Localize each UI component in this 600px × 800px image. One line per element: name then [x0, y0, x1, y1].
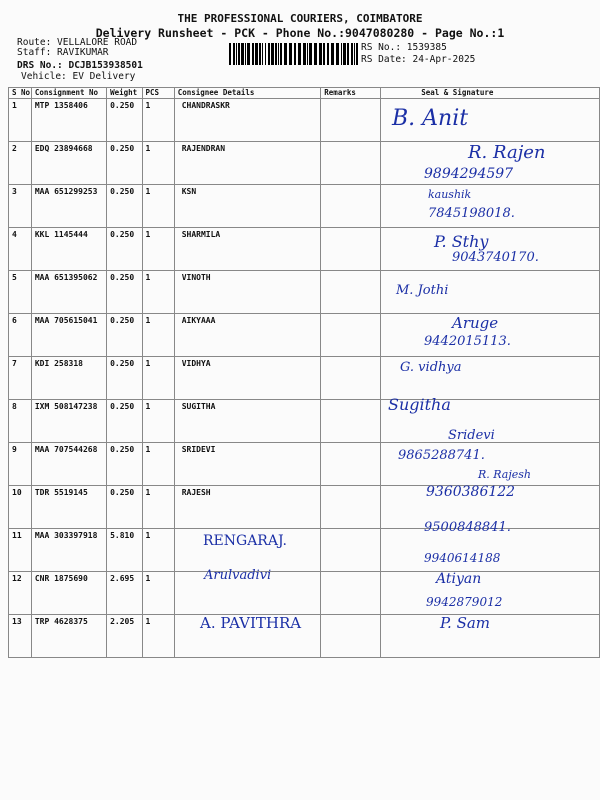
cell-pcs: 1 [142, 185, 174, 228]
cell-remarks [321, 271, 381, 314]
cell-pcs: 1 [142, 228, 174, 271]
cell-weight: 0.250 [107, 400, 142, 443]
cell-consignment: TDR 5519145 [31, 486, 106, 529]
barcode-bar [262, 43, 263, 65]
barcode [229, 43, 359, 65]
barcode-bar [241, 43, 244, 65]
cell-remarks [321, 615, 381, 658]
signature-13b: P. Sam [440, 614, 491, 632]
cell-remarks [321, 185, 381, 228]
barcode-bar [354, 43, 355, 65]
phone-note-6: 9442015113. [424, 334, 511, 349]
phone-note-13: 9942879012 [426, 595, 503, 609]
signature-8: Sugitha [388, 395, 451, 414]
table-row [9, 357, 600, 400]
cell-consignment: KDI 258318 [31, 357, 106, 400]
signature-11: RENGARAJ. [203, 533, 287, 549]
barcode-bar [314, 43, 317, 65]
cell-weight: 0.250 [107, 99, 142, 142]
cell-sno: 12 [9, 572, 32, 615]
barcode-bar [259, 43, 261, 65]
cell-consignee: CHANDRASKR [174, 99, 321, 142]
cell-consignment: KKL 1145444 [31, 228, 106, 271]
barcode-bar [245, 43, 246, 65]
cell-weight: 0.250 [107, 228, 142, 271]
table-row [9, 314, 600, 357]
phone-note-4: 9043740170. [452, 250, 539, 265]
cell-remarks [321, 99, 381, 142]
company-name: THE PROFESSIONAL COURIERS, COIMBATORE [177, 12, 423, 25]
cell-consignee: SUGITHA [174, 400, 321, 443]
barcode-bar [341, 43, 342, 65]
barcode-bar [255, 43, 258, 65]
cell-consignment: MAA 707544268 [31, 443, 106, 486]
cell-pcs: 1 [142, 443, 174, 486]
table-row [9, 572, 600, 615]
table-row [9, 271, 600, 314]
cell-consignment: IXM 508147238 [31, 400, 106, 443]
barcode-bar [233, 43, 235, 65]
cell-sno: 8 [9, 400, 32, 443]
barcode-bar [229, 43, 231, 65]
rs-date: RS Date: 24-Apr-2025 [361, 54, 476, 65]
cell-sno: 10 [9, 486, 32, 529]
table-row [9, 99, 600, 142]
signature-10: R. Rajesh [478, 468, 532, 481]
phone-note-10: 9360386122 [426, 484, 516, 500]
cell-sno: 13 [9, 615, 32, 658]
cell-pcs: 1 [142, 314, 174, 357]
barcode-bar [268, 43, 270, 65]
cell-remarks [321, 486, 381, 529]
barcode-bar [289, 43, 292, 65]
barcode-bar [284, 43, 287, 65]
barcode-bar [271, 43, 274, 65]
table-row [9, 615, 600, 658]
barcode-bar [247, 43, 250, 65]
cell-weight: 0.250 [107, 443, 142, 486]
phone-note-9: 9865288741. [398, 448, 485, 463]
cell-remarks [321, 357, 381, 400]
cell-consignee: KSN [174, 185, 321, 228]
cell-weight: 2.695 [107, 572, 142, 615]
drs-number: DRS No.: DCJB153938501 [17, 60, 143, 71]
barcode-bar [294, 43, 296, 65]
cell-consignee: AIKYAAA [174, 314, 321, 357]
cell-consignee: VIDHYA [174, 357, 321, 400]
barcode-bar [307, 43, 308, 65]
cell-weight: 0.250 [107, 185, 142, 228]
cell-sno: 7 [9, 357, 32, 400]
table-row [9, 529, 600, 572]
cell-remarks [321, 529, 381, 572]
cell-consignment: TRP 4628375 [31, 615, 106, 658]
staff-label: Staff: RAVIKUMAR [17, 47, 109, 58]
signature-3: kaushik [428, 188, 472, 201]
cell-consignment: MAA 651395062 [31, 271, 106, 314]
cell-weight: 0.250 [107, 357, 142, 400]
table-header [9, 88, 600, 99]
cell-pcs: 1 [142, 400, 174, 443]
cell-remarks [321, 400, 381, 443]
barcode-bar [252, 43, 254, 65]
cell-remarks [321, 443, 381, 486]
cell-sno: 9 [9, 443, 32, 486]
cell-sno: 5 [9, 271, 32, 314]
phone-note-3: 7845198018. [428, 206, 515, 221]
barcode-bar [336, 43, 339, 65]
cell-pcs: 1 [142, 529, 174, 572]
barcode-bar [331, 43, 334, 65]
cell-sno: 3 [9, 185, 32, 228]
signature-6: Aruge [452, 314, 499, 332]
signature-12: Arulvadivi [204, 568, 272, 583]
cell-weight: 0.250 [107, 486, 142, 529]
cell-weight: 5.810 [107, 529, 142, 572]
signature-5: M. Jothi [396, 283, 449, 298]
barcode-bar [238, 43, 240, 65]
cell-remarks [321, 314, 381, 357]
rs-number: RS No.: 1539385 [361, 42, 447, 53]
signature-13: A. PAVITHRA [200, 614, 302, 632]
cell-consignment: MTP 1358406 [31, 99, 106, 142]
col-pcs: PCS [142, 88, 174, 99]
barcode-bar [319, 43, 322, 65]
runsheet-title: Delivery Runsheet - PCK - Phone No.:9047080280 - Page No.:1 [95, 26, 505, 40]
barcode-bar [280, 43, 282, 65]
signature-7: G. vidhya [400, 360, 462, 375]
barcode-bar [343, 43, 346, 65]
barcode-bar [275, 43, 277, 65]
barcode-bar [309, 43, 312, 65]
phone-note-11: 9500848841. [424, 520, 511, 535]
col-signature: Seal & Signature [381, 88, 600, 99]
cell-consignee: SHARMILA [174, 228, 321, 271]
phone-note-2: 9894294597 [424, 166, 514, 182]
barcode-bar [278, 43, 279, 65]
cell-sno: 6 [9, 314, 32, 357]
cell-sno: 4 [9, 228, 32, 271]
col-sno: S No [9, 88, 32, 99]
vehicle-label: Vehicle: EV Delivery [21, 71, 136, 82]
cell-weight: 0.250 [107, 314, 142, 357]
barcode-bar [327, 43, 329, 65]
barcode-bar [265, 43, 266, 65]
cell-pcs: 1 [142, 572, 174, 615]
signature-4: P. Sthy [434, 232, 489, 251]
phone-note-12: 9940614188 [424, 551, 501, 565]
col-weight: Weight [107, 88, 142, 99]
cell-weight: 0.250 [107, 271, 142, 314]
cell-pcs: 1 [142, 486, 174, 529]
col-consignee: Consignee Details [174, 88, 321, 99]
barcode-bar [323, 43, 325, 65]
cell-sno: 2 [9, 142, 32, 185]
cell-remarks [321, 572, 381, 615]
signature-2: R. Rajen [468, 142, 546, 163]
cell-remarks [321, 228, 381, 271]
cell-consignee: RAJENDRAN [174, 142, 321, 185]
cell-consignment: MAA 303397918 [31, 529, 106, 572]
route-label: Route: VELLALORE ROAD [17, 37, 138, 48]
cell-pcs: 1 [142, 99, 174, 142]
cell-consignee: VINOTH [174, 271, 321, 314]
cell-pcs: 1 [142, 271, 174, 314]
barcode-bar [347, 43, 349, 65]
signature-12b: Atiyan [436, 571, 482, 587]
signature-1: B. Anit [392, 106, 469, 131]
col-remarks: Remarks [321, 88, 381, 99]
cell-consignment: MAA 705615041 [31, 314, 106, 357]
cell-sno: 11 [9, 529, 32, 572]
cell-remarks [321, 142, 381, 185]
cell-consignment: CNR 1875690 [31, 572, 106, 615]
cell-pcs: 1 [142, 615, 174, 658]
signature-9: Sridevi [448, 428, 495, 443]
barcode-bar [356, 43, 358, 65]
cell-consignee: SRIDEVI [174, 443, 321, 486]
cell-consignment: MAA 651299253 [31, 185, 106, 228]
cell-pcs: 1 [142, 357, 174, 400]
cell-consignee: RAJESH [174, 486, 321, 529]
cell-weight: 2.205 [107, 615, 142, 658]
cell-weight: 0.250 [107, 142, 142, 185]
cell-sno: 1 [9, 99, 32, 142]
cell-pcs: 1 [142, 142, 174, 185]
barcode-bar [303, 43, 306, 65]
cell-consignment: EDQ 23894668 [31, 142, 106, 185]
barcode-bar [351, 43, 353, 65]
barcode-bar [298, 43, 301, 65]
col-consignment: Consignment No [31, 88, 106, 99]
barcode-bar [236, 43, 237, 65]
table-row [9, 400, 600, 443]
cell-signature [381, 615, 600, 658]
